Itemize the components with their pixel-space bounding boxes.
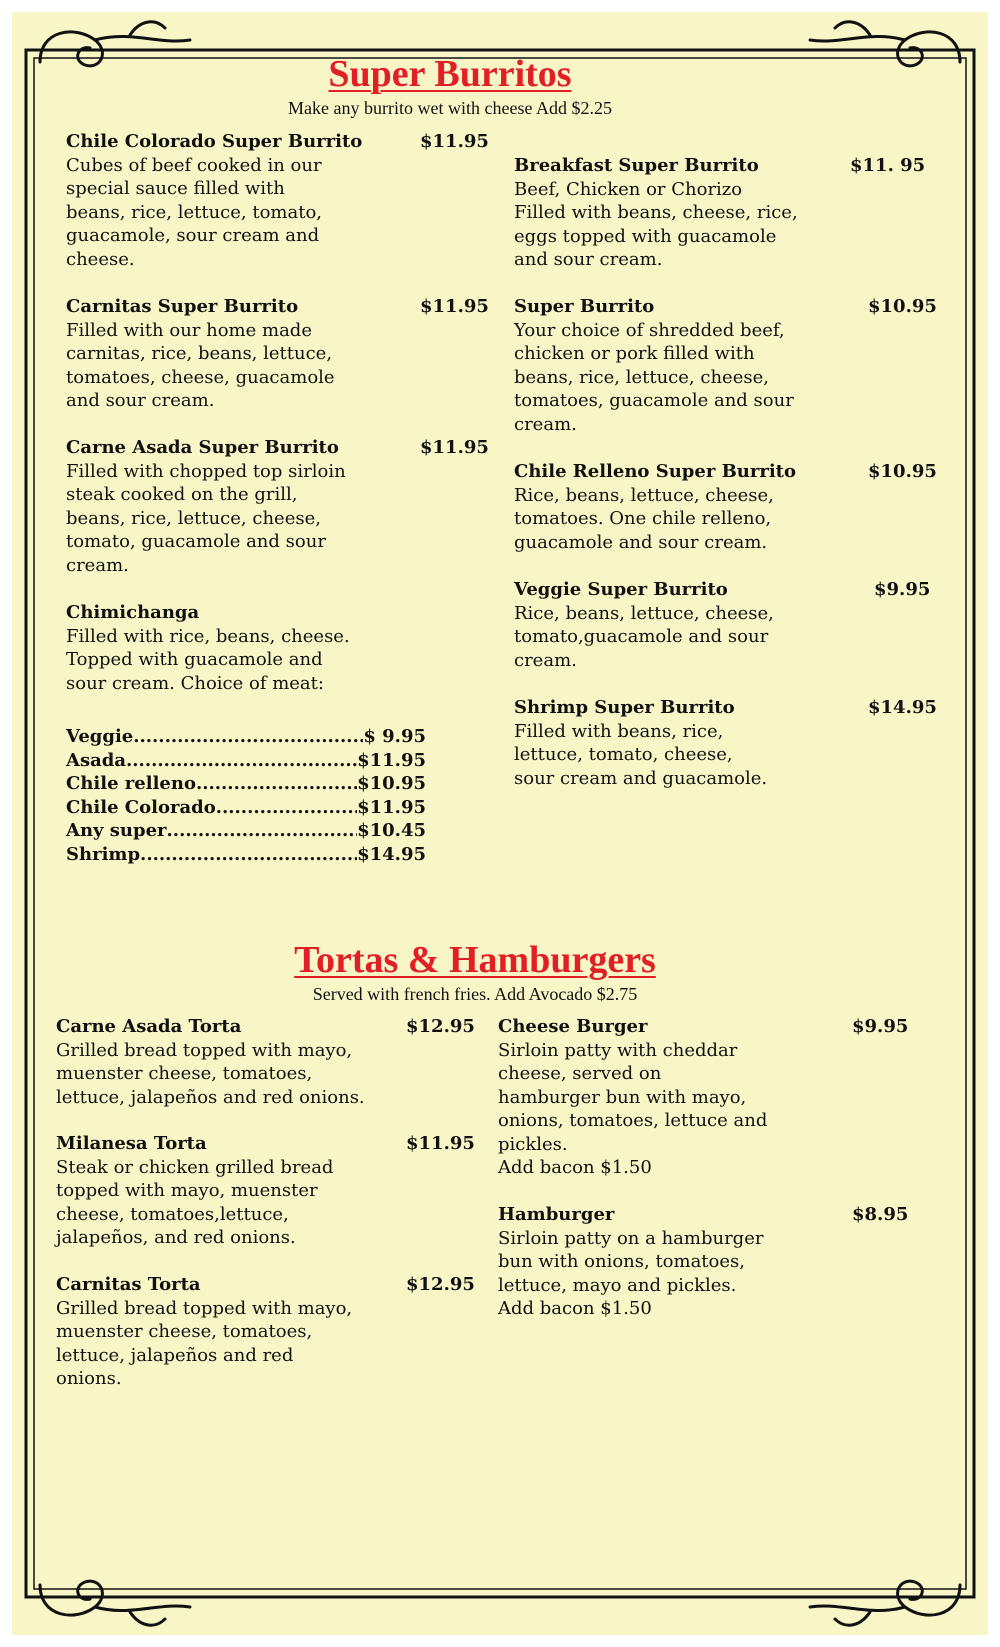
item-price: $12.95 xyxy=(406,1274,475,1295)
item-description: Filled with chopped top sirloin steak cooked on the grill, beans, rice, lettuce, cheese, tomato, guacamole and sour cream. xyxy=(66,460,346,576)
menu-item xyxy=(514,578,944,672)
item-description: Sirloin patty on a hamburger bun with onions, tomatoes, lettuce, mayo and pickles. Add bacon $1.50 xyxy=(498,1227,764,1319)
item-name: Breakfast Super Burrito xyxy=(514,155,759,176)
item-description: Rice, beans, lettuce, cheese, tomatoes. One chile relleno, guacamole and sour cream. xyxy=(514,484,774,553)
item-name: Milanesa Torta xyxy=(56,1133,207,1154)
chimichanga-option: Chile relleno ..... $10.95 xyxy=(66,772,426,796)
item-description: Cubes of beef cooked in our special sauce filled with beans, rice, lettuce, tomato, guacamole, sour cream and cheese. xyxy=(66,154,323,270)
section-subtitle-tortas: Served with french fries. Add Avocado $2.75 xyxy=(312,984,638,1004)
item-price: $8.95 xyxy=(852,1204,909,1225)
item-description: Steak or chicken grilled bread topped with mayo, muenster cheese, tomatoes,lettuce, jalapeños, and red onions. xyxy=(56,1156,334,1248)
item-name: Carne Asada Torta xyxy=(56,1016,242,1037)
item-price: $11.95 xyxy=(420,296,489,317)
item-price: $9.95 xyxy=(874,579,931,600)
item-name: Cheese Burger xyxy=(498,1016,648,1037)
chimichanga-options xyxy=(66,725,426,866)
menu-item xyxy=(498,1203,918,1321)
item-name: Shrimp Super Burrito xyxy=(514,697,735,718)
menu-item xyxy=(498,1015,918,1180)
item-price: $12.95 xyxy=(406,1016,475,1037)
item-price: $14.95 xyxy=(868,697,937,718)
item-description: Grilled bread topped with mayo, muenster cheese, tomatoes, lettuce, jalapeños and red onions. xyxy=(56,1039,365,1108)
item-description: Filled with our home made carnitas, rice, beans, lettuce, tomatoes, cheese, guacamole and sour cream. xyxy=(66,319,335,411)
item-price: $10.95 xyxy=(868,296,937,317)
item-price: $11.95 xyxy=(420,131,489,152)
item-name: Carne Asada Super Burrito xyxy=(66,437,339,458)
section-title-tortas-hamburgers: Tortas & Hamburgers xyxy=(294,939,656,981)
item-description: Filled with rice, beans, cheese. Topped with guacamole and sour cream. Choice of meat: xyxy=(66,625,350,694)
section-subtitle-burritos: Make any burrito wet with cheese Add $2.25 xyxy=(288,98,612,118)
item-description: Beef, Chicken or Chorizo Filled with beans, cheese, rice, eggs topped with guacamole and sour cream. xyxy=(514,178,798,270)
chimichanga-option: Shrimp ..... $14.95 xyxy=(66,843,426,867)
item-name: Chile Colorado Super Burrito xyxy=(66,131,363,152)
item-name: Carnitas Torta xyxy=(56,1274,201,1295)
item-description: Your choice of shredded beef, chicken or pork filled with beans, rice, lettuce, cheese, tomatoes, guacamole and sour cream. xyxy=(514,319,794,435)
menu-item xyxy=(56,1132,476,1250)
menu-item-chimichanga xyxy=(66,601,496,695)
item-description: Sirloin patty with cheddar cheese, served on hamburger bun with mayo, onions, tomatoes, lettuce and pickles. Add bacon $1.50 xyxy=(498,1039,768,1178)
item-name: Super Burrito xyxy=(514,296,655,317)
item-price: $9.95 xyxy=(852,1016,909,1037)
chimichanga-option: Asada ..... $11.95 xyxy=(66,749,426,773)
chimichanga-option: Any super ..... $10.45 xyxy=(66,819,426,843)
menu-item xyxy=(66,130,496,271)
item-price: $11. 95 xyxy=(850,155,926,176)
item-name: Chile Relleno Super Burrito xyxy=(514,461,797,482)
section-title-super-burritos: Super Burritos xyxy=(328,53,572,95)
item-description: Rice, beans, lettuce, cheese, tomato,guacamole and sour cream. xyxy=(514,602,774,671)
item-price: $10.95 xyxy=(868,461,937,482)
menu-item xyxy=(514,460,944,554)
item-name: Carnitas Super Burrito xyxy=(66,296,299,317)
menu-item xyxy=(514,154,944,272)
item-name: Veggie Super Burrito xyxy=(514,579,728,600)
item-name: Chimichanga xyxy=(66,602,200,623)
item-description: Grilled bread topped with mayo, muenster cheese, tomatoes, lettuce, jalapeños and red onions. xyxy=(56,1297,353,1389)
menu-item xyxy=(66,436,496,577)
item-price: $11.95 xyxy=(406,1133,475,1154)
item-name: Hamburger xyxy=(498,1204,615,1225)
item-description: Filled with beans, rice, lettuce, tomato, cheese, sour cream and guacamole. xyxy=(514,720,768,789)
chimichanga-option: Chile Colorado ..... $11.95 xyxy=(66,796,426,820)
menu-item xyxy=(514,295,944,436)
menu-item xyxy=(66,295,496,413)
chimichanga-option: Veggie ..... $ 9.95 xyxy=(66,725,426,749)
menu-item xyxy=(56,1015,476,1109)
menu-item xyxy=(514,696,944,790)
menu-item xyxy=(56,1273,476,1391)
item-price: $11.95 xyxy=(420,437,489,458)
